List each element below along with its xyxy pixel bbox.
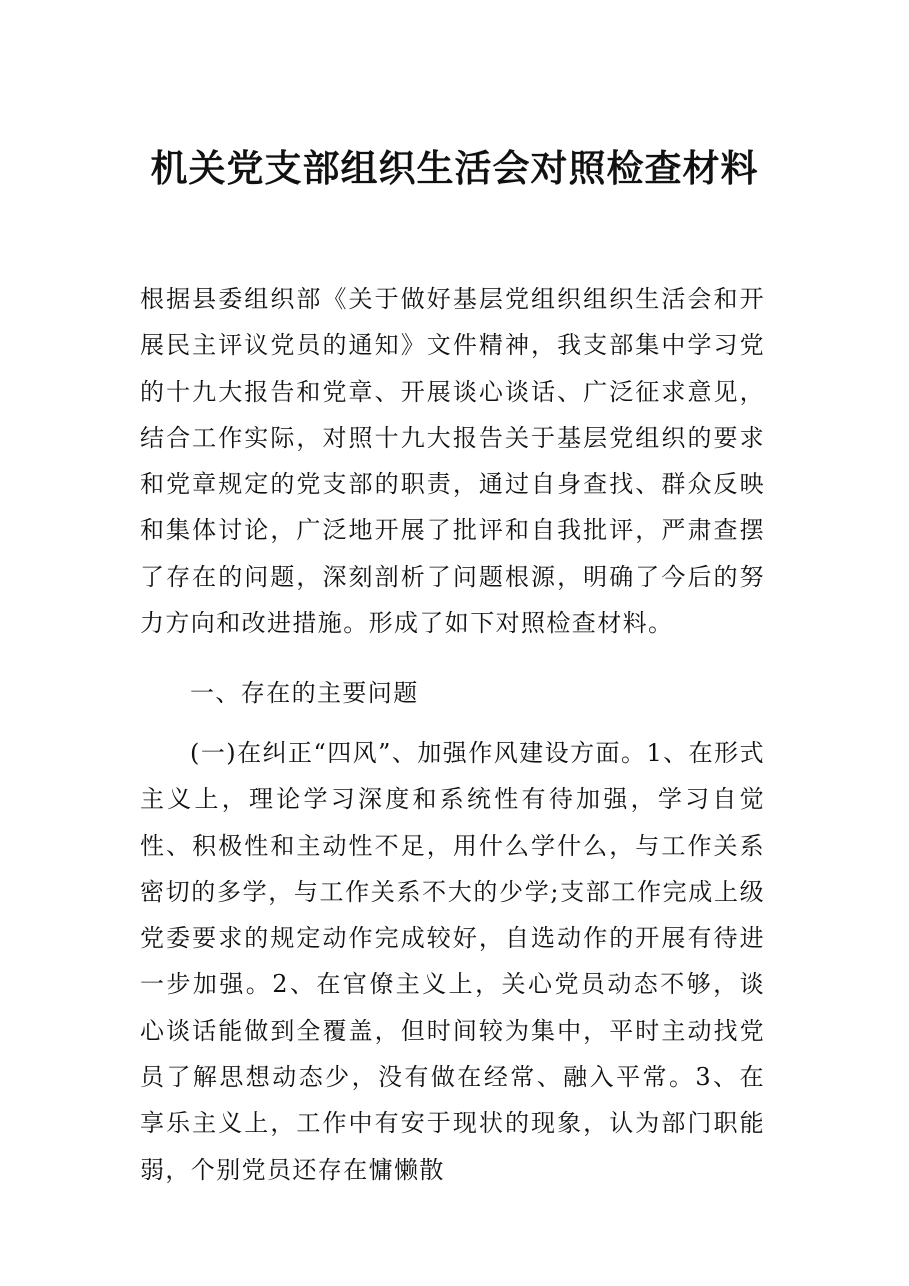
section-paragraph: (一)在纠正“四风”、加强作风建设方面。1、在形式主义上，理论学习深度和系统性有待加强，学习自觉性、积极性和主动性不足，用什么学什么，与工作关系密切的多学，与工作关系不大的少学;支部工作完成上级党委要求的规定动作完成较好，自选动作的开展有待进一步加强。2、在官僚主义上，关心党员动态不够，谈心谈话能做到全覆盖，但时间较为集中，平时主动找党员了解思想动态少，没有做在经常、融入平常。3、在享乐主义上，工作中有安于现状的现象，认为部门职能弱，个别党员还存在慵懒散 [140, 739, 765, 1184]
intro-paragraph: 根据县委组织部《关于做好基层党组织组织生活会和开展民主评议党员的通知》文件精神，我支部集中学习党的十九大报告和党章、开展谈心谈话、广泛征求意见，结合工作实际，对照十九大报告关于基层党组织的要求和党章规定的党支部的职责，通过自身查找、群众反映和集体讨论，广泛地开展了批评和自我批评，严肃查摆了存在的问题，深刻剖析了问题根源，明确了今后的努力方向和改进措施。形成了如下对照检查材料。 [140, 285, 765, 638]
section-heading: 一、存在的主要问题 [190, 679, 419, 707]
document-title: 机关党支部组织生活会对照检查材料 [150, 146, 759, 190]
